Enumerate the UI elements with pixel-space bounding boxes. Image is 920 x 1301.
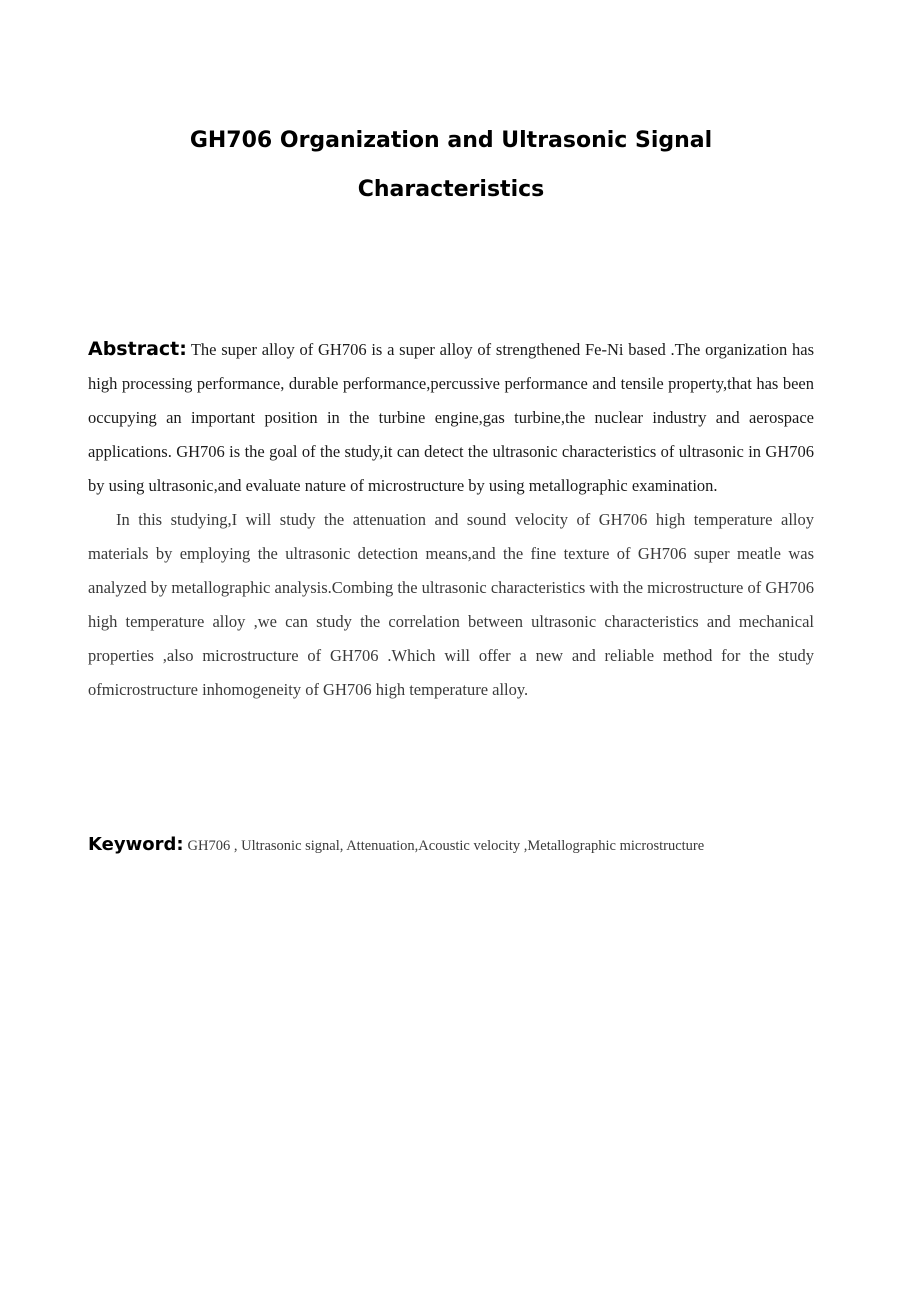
abstract-section (88, 332, 814, 707)
title-line-2: Characteristics (357, 177, 545, 202)
keyword-label: Keyword: (88, 834, 184, 855)
abstract-paragraph-2: In this studying,I will study the attenuation and sound velocity of GH706 high temperature alloy materials by employing the ultrasonic detection means,and the fine texture of GH706 super meatle was analyzed by metallographic analysis.Combing the ultrasonic characteristics with the microstructure of GH706 high temperature alloy ,we can study the correlation between ultrasonic characteristics and mechanical properties ,also microstructure of GH706 .Which will offer a new and reliable method for the study ofmicrostructure inhomogeneity of GH706 high temperature alloy. (88, 510, 814, 699)
title-line-1: GH706 Organization and Ultrasonic Signal (189, 128, 713, 153)
keyword-text: GH706 , Ultrasonic signal, Attenuation,Acoustic velocity ,Metallographic microstructure (187, 838, 705, 854)
keyword-section (88, 828, 814, 863)
paper-title (88, 116, 814, 214)
abstract-paragraph-1 (88, 332, 814, 503)
abstract-label: Abstract: (88, 338, 187, 360)
abstract-text-1: The super alloy of GH706 is a super alloy of strengthened Fe-Ni based .The organization has high processing performance, durable performance,percussive performance and tensile property,that has been occupying an important position in the turbine engine,gas turbine,the nuclear industry and aerospace applications. GH706 is the goal of the study,it can detect the ultrasonic characteristics of ultrasonic in GH706 by using ultrasonic,and evaluate nature of microstructure by using metallographic examination. (88, 340, 814, 495)
